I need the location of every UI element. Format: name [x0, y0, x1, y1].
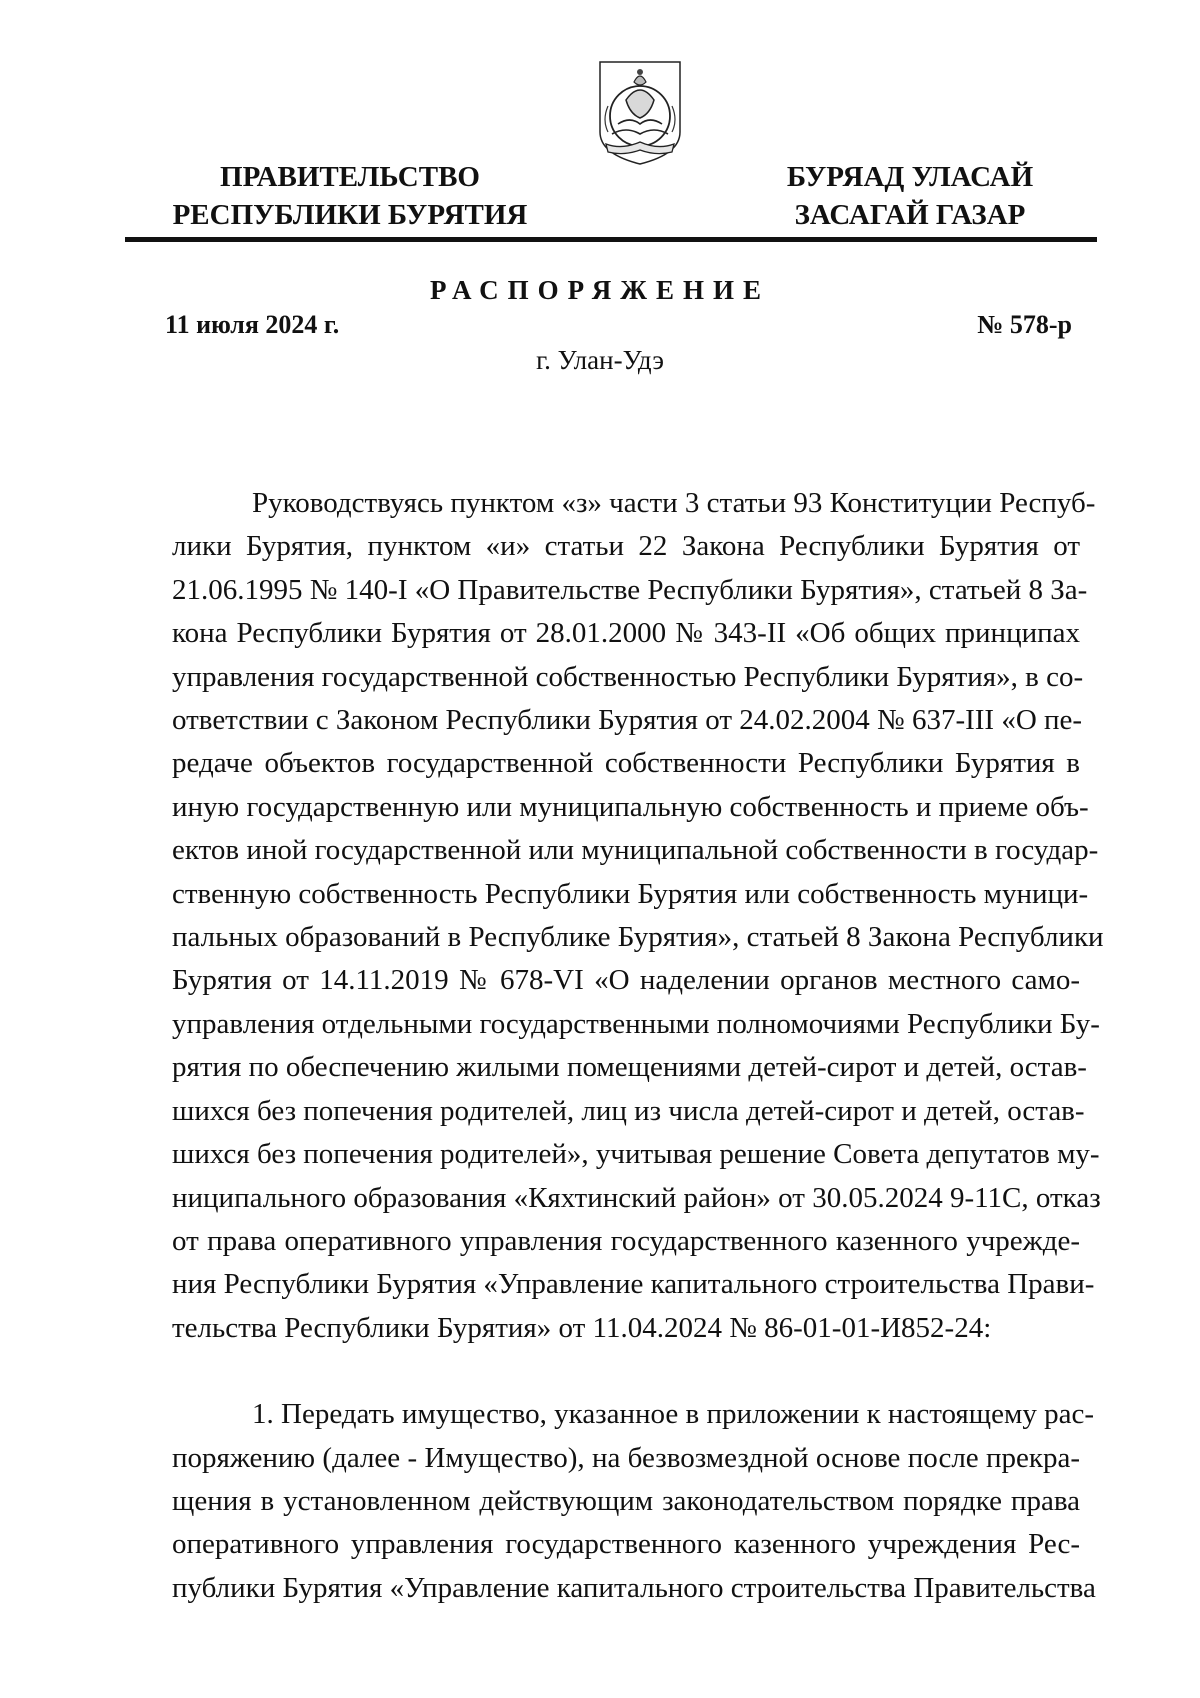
document-date: 11 июля 2024 г.	[165, 310, 340, 339]
org-line: ПРАВИТЕЛЬСТВО	[220, 161, 480, 193]
org-line: БУРЯАД УЛАСАЙ	[786, 161, 1034, 193]
text-line: управления государственной собственностью Республики Бурятия», в со-	[172, 660, 1084, 693]
coat-of-arms-icon	[596, 58, 684, 168]
text-line: ния Республики Бурятия «Управление капитального строительства Прави-	[172, 1268, 1095, 1301]
text-line: поряжению (далее - Имущество), на безвозмездной основе после прекра-	[172, 1441, 1080, 1474]
document-body	[172, 482, 1104, 1610]
text-line: Руководствуясь пунктом «з» части 3 статьи 93 Конституции Респуб-	[252, 487, 1096, 519]
text-line: шихся без попечения родителей», учитывая решение Совета депутатов му-	[172, 1138, 1100, 1171]
text-line: Бурятия от 14.11.2019 № 678-VI «О наделении органов местного само-	[172, 964, 1080, 997]
text-line: ниципального образования «Кяхтинский район» от 30.05.2024 9-11С, отказ	[172, 1181, 1101, 1214]
government-name-russian	[165, 158, 535, 234]
paragraph-gap	[172, 1350, 1080, 1393]
text-line: рятия по обеспечению жилыми помещениями детей-сирот и детей, остав-	[172, 1051, 1087, 1084]
text-line: кона Республики Бурятия от 28.01.2000 № 343-II «Об общих принципах	[172, 617, 1080, 650]
text-line: тельства Республики Бурятия» от 11.04.2024 № 86-01-01-И852-24:	[172, 1311, 992, 1344]
text-line: публики Бурятия «Управление капитального строительства Правительства	[172, 1571, 1096, 1604]
text-line: шихся без попечения родителей, лиц из числа детей-сирот и детей, остав-	[172, 1094, 1085, 1127]
text-line: управления отдельными государственными полномочиями Республики Бу-	[172, 1007, 1100, 1040]
document-city: г. Улан-Удэ	[536, 345, 664, 375]
text-line: оперативного управления государственного казенного учреждения Рес-	[172, 1528, 1080, 1561]
text-line: лики Бурятия, пунктом «и» статьи 22 Закона Республики Бурятия от	[172, 530, 1080, 563]
text-line: ственную собственность Республики Бурятия или собственность муници-	[172, 877, 1089, 910]
government-name-buryat	[760, 158, 1060, 234]
text-line: пальных образований в Республике Бурятия», статьей 8 Закона Республики	[172, 921, 1104, 954]
org-line: ЗАСАГАЙ ГАЗАР	[794, 199, 1026, 231]
text-line: иную государственную или муниципальную собственность и приеме объ-	[172, 790, 1089, 823]
text-line: 21.06.1995 № 140-I «О Правительстве Республики Бурятия», статьей 8 За-	[172, 573, 1088, 606]
document-title: РАСПОРЯЖЕНИЕ	[429, 275, 771, 305]
header-divider	[125, 237, 1097, 242]
text-line: ектов иной государственной или муниципальной собственности в государ-	[172, 834, 1099, 867]
text-line: от права оперативного управления государственного казенного учрежде-	[172, 1224, 1080, 1257]
text-line: ответствии с Законом Республики Бурятия от 24.02.2004 № 637-III «О пе-	[172, 704, 1083, 737]
document-number: № 578-р	[977, 310, 1072, 339]
text-line: редаче объектов государственной собственности Республики Бурятия в	[172, 747, 1080, 780]
org-line: РЕСПУБЛИКИ БУРЯТИЯ	[172, 199, 528, 231]
text-line: щения в установленном действующим законодательством порядке права	[172, 1484, 1080, 1517]
text-line: 1. Передать имущество, указанное в приложении к настоящему рас-	[252, 1398, 1094, 1431]
